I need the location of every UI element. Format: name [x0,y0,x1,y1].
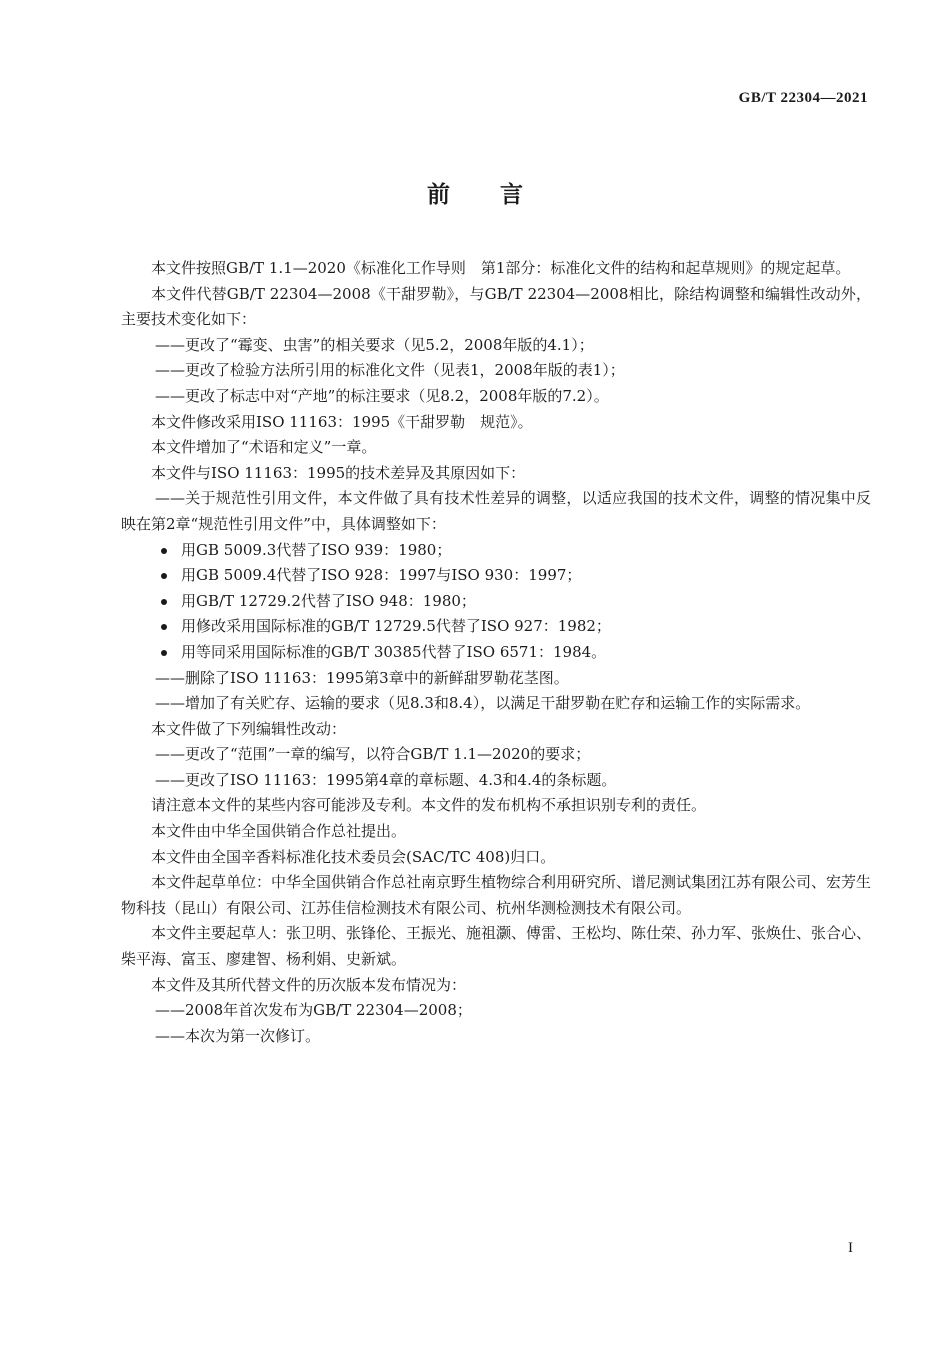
paragraph: 本文件修改采用ISO 11163：1995《干甜罗勒 规范》。 [151,412,533,431]
history-item: ——本次为第一次修订。 [155,1026,321,1045]
change-item: ——更改了“霉变、虫害”的相关要求（见5.2，2008年版的4.1）； [155,335,594,354]
bullet-text: 用GB/T 12729.2代替了ISO 948：1980； [181,591,476,610]
bullet-item [121,614,871,640]
drafters: 本文件主要起草人：张卫明、张锋伦、王振光、施祖灏、傅雷、王松均、陈仕荣、孙力军、张焕仕、张合心、柴平海、富玉、廖建智、杨利娟、史新斌。 [121,924,872,969]
paragraph: 本文件代替GB/T 22304—2008《干甜罗勒》，与GB/T 22304—2008相比，除结构调整和编辑性改动外，主要技术变化如下： [121,284,871,329]
document-body [121,256,871,1049]
paragraph: 本文件与ISO 11163：1995的技术差异及其原因如下： [151,463,526,482]
change-item: ——更改了标志中对“产地”的标注要求（见8.2，2008年版的7.2）。 [155,386,609,405]
difference-item: ——关于规范性引用文件，本文件做了具有技术性差异的调整，以适应我国的技术文件，调整的情况集中反映在第2章“规范性引用文件”中，具体调整如下： [121,489,871,533]
bullet-text: 用等同采用国际标准的GB/T 30385代替了ISO 6571：1984。 [181,642,607,661]
bullet-text: 用GB 5009.3代替了ISO 939：1980； [181,540,452,559]
paragraph: 本文件由全国辛香料标准化技术委员会(SAC/TC 408)归口。 [151,847,556,866]
paragraph: 本文件做了下列编辑性改动： [151,719,347,738]
change-item: ——更改了检验方法所引用的标准化文件（见表1，2008年版的表1）； [155,361,625,380]
paragraph: 本文件增加了“术语和定义”一章。 [151,438,377,457]
edit-item: ——更改了ISO 11163：1995第4章的章标题、4.3和4.4的条标题。 [155,770,617,789]
bullet-item [121,589,871,615]
bullet-dot-icon [161,599,167,605]
bullet-item [121,538,871,564]
bullet-dot-icon [161,548,167,554]
bullet-dot-icon [161,650,167,656]
drafting-units: 本文件起草单位：中华全国供销合作总社南京野生植物综合利用研究所、谱尼测试集团江苏有限公司、宏芳生物科技（昆山）有限公司、江苏佳信检测技术有限公司、杭州华测检测技术有限公司。 [121,873,872,917]
page-title: 前言 [427,182,573,208]
edit-item: ——更改了“范围”一章的编写，以符合GB/T 1.1—2020的要求； [155,745,591,764]
page-number: I [848,1240,853,1256]
paragraph: 本文件及其所代替文件的历次版本发布情况为： [151,975,467,994]
history-item: ——2008年首次发布为GB/T 22304—2008； [155,1001,472,1020]
bullet-item [121,640,871,666]
bullet-text: 用GB 5009.4代替了ISO 928：1997与ISO 930：1997； [181,566,582,585]
patent-notice: 请注意本文件的某些内容可能涉及专利。本文件的发布机构不承担识别专利的责任。 [151,796,707,815]
bullet-text: 用修改采用国际标准的GB/T 12729.5代替了ISO 927：1982； [181,617,611,636]
paragraph: 本文件按照GB/T 1.1—2020《标准化工作导则 第1部分：标准化文件的结构和起草规则》的规定起草。 [151,259,851,277]
difference-item: ——删除了ISO 11163：1995第3章中的新鲜甜罗勒花茎图。 [155,668,569,687]
paragraph: 本文件由中华全国供销合作总社提出。 [151,822,407,841]
standard-code: GB/T 22304—2021 [738,90,868,106]
difference-item: ——增加了有关贮存、运输的要求（见8.3和8.4），以满足干甜罗勒在贮存和运输工作的实际需求。 [155,694,811,713]
bullet-item [121,563,871,589]
